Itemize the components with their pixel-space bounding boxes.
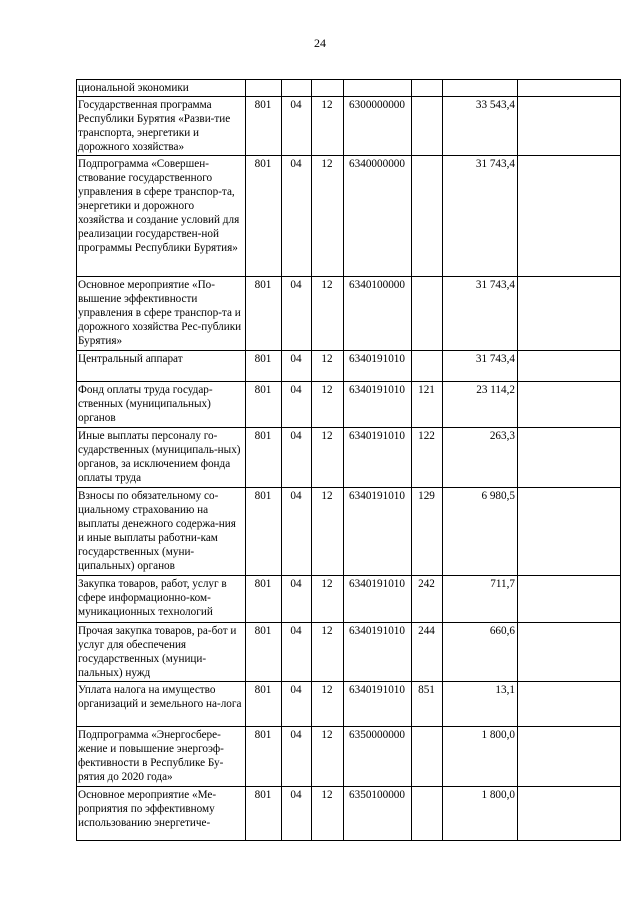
grbs-cell: 801 — [246, 351, 282, 382]
vr-cell — [412, 97, 443, 156]
csr-cell: 6340191010 — [344, 623, 412, 682]
rz-cell: 04 — [282, 382, 312, 428]
vr-cell: 122 — [412, 428, 443, 488]
rz-cell: 04 — [282, 277, 312, 351]
csr-cell: 6350100000 — [344, 787, 412, 841]
sum-cell: 31 743,4 — [443, 156, 518, 277]
row-name: Подпрограмма «Энергосбере-жение и повышение энергоэф-фективности в Республике Бу-рятия до 2020 года» — [77, 727, 246, 787]
grbs-cell: 801 — [246, 428, 282, 488]
row-name: Основное мероприятие «По-вышение эффективности управления в сфере транспор-та и дорожного хозяйства Рес-публики Бурятия» — [77, 277, 246, 351]
pr-cell: 12 — [312, 277, 344, 351]
pr-cell: 12 — [312, 488, 344, 576]
vr-cell: 242 — [412, 576, 443, 623]
table-row — [77, 428, 621, 488]
pr-cell: 12 — [312, 97, 344, 156]
vr-cell — [412, 351, 443, 382]
sum-cell — [443, 80, 518, 97]
rz-cell: 04 — [282, 156, 312, 277]
sum-cell: 711,7 — [443, 576, 518, 623]
vr-cell: 129 — [412, 488, 443, 576]
row-name: Подпрограмма «Совершен-ствование государственного управления в сфере транспор-та, энергетики и дорожного хозяйства и создание условий для реализации государствен-ной программы Республики Бурятия» — [77, 156, 246, 277]
table-row — [77, 787, 621, 841]
empty-cell — [518, 576, 621, 623]
row-name: Государственная программа Республики Бурятия «Разви-тие транспорта, энергетики и дорожного хозяйства» — [77, 97, 246, 156]
grbs-cell: 801 — [246, 787, 282, 841]
csr-cell: 6340191010 — [344, 682, 412, 727]
rz-cell: 04 — [282, 351, 312, 382]
vr-cell — [412, 727, 443, 787]
grbs-cell: 801 — [246, 727, 282, 787]
grbs-cell: 801 — [246, 488, 282, 576]
pr-cell: 12 — [312, 682, 344, 727]
sum-cell: 13,1 — [443, 682, 518, 727]
table-row — [77, 382, 621, 428]
grbs-cell: 801 — [246, 682, 282, 727]
row-name: Иные выплаты персоналу го-сударственных (муниципаль-ных) органов, за исключением фонда оплаты труда — [77, 428, 246, 488]
csr-cell: 6300000000 — [344, 97, 412, 156]
row-name: Центральный аппарат — [77, 351, 246, 382]
table-row — [77, 97, 621, 156]
empty-cell — [518, 787, 621, 841]
csr-cell: 6340191010 — [344, 428, 412, 488]
row-name: Основное мероприятие «Ме-роприятия по эффективному использованию энергетиче- — [77, 787, 246, 841]
vr-cell: 244 — [412, 623, 443, 682]
empty-cell — [518, 351, 621, 382]
rz-cell: 04 — [282, 428, 312, 488]
grbs-cell: 801 — [246, 382, 282, 428]
sum-cell: 31 743,4 — [443, 277, 518, 351]
csr-cell: 6350000000 — [344, 727, 412, 787]
pr-cell: 12 — [312, 787, 344, 841]
grbs-cell: 801 — [246, 97, 282, 156]
pr-cell: 12 — [312, 382, 344, 428]
table-row — [77, 80, 621, 97]
row-name: Закупка товаров, работ, услуг в сфере информационно-ком-муникационных технологий — [77, 576, 246, 623]
table-row — [77, 623, 621, 682]
pr-cell: 12 — [312, 727, 344, 787]
grbs-cell: 801 — [246, 576, 282, 623]
budget-table — [76, 79, 621, 841]
row-name: Уплата налога на имущество организаций и земельного на-лога — [77, 682, 246, 727]
empty-cell — [518, 682, 621, 727]
table-row — [77, 488, 621, 576]
rz-cell: 04 — [282, 682, 312, 727]
grbs-cell — [246, 80, 282, 97]
empty-cell — [518, 623, 621, 682]
rz-cell — [282, 80, 312, 97]
empty-cell — [518, 382, 621, 428]
row-name: Прочая закупка товаров, ра-бот и услуг для обеспечения государственных (муници-пальных) нужд — [77, 623, 246, 682]
table-row — [77, 727, 621, 787]
table-row — [77, 156, 621, 277]
sum-cell: 1 800,0 — [443, 787, 518, 841]
grbs-cell: 801 — [246, 156, 282, 277]
grbs-cell: 801 — [246, 277, 282, 351]
pr-cell — [312, 80, 344, 97]
csr-cell: 6340191010 — [344, 382, 412, 428]
vr-cell — [412, 787, 443, 841]
empty-cell — [518, 80, 621, 97]
rz-cell: 04 — [282, 727, 312, 787]
sum-cell: 263,3 — [443, 428, 518, 488]
sum-cell: 23 114,2 — [443, 382, 518, 428]
sum-cell: 6 980,5 — [443, 488, 518, 576]
csr-cell: 6340191010 — [344, 576, 412, 623]
table-row — [77, 277, 621, 351]
vr-cell — [412, 277, 443, 351]
sum-cell: 1 800,0 — [443, 727, 518, 787]
sum-cell: 31 743,4 — [443, 351, 518, 382]
empty-cell — [518, 488, 621, 576]
pr-cell: 12 — [312, 428, 344, 488]
row-name: Взносы по обязательному со-циальному страхованию на выплаты денежного содержа-ния и иные выплаты работни-кам государственных (муни-ципальных) органов — [77, 488, 246, 576]
rz-cell: 04 — [282, 576, 312, 623]
csr-cell: 6340000000 — [344, 156, 412, 277]
rz-cell: 04 — [282, 623, 312, 682]
csr-cell — [344, 80, 412, 97]
empty-cell — [518, 97, 621, 156]
vr-cell — [412, 156, 443, 277]
vr-cell — [412, 80, 443, 97]
vr-cell: 851 — [412, 682, 443, 727]
table-row — [77, 576, 621, 623]
empty-cell — [518, 156, 621, 277]
table-row — [77, 682, 621, 727]
row-name: циональной экономики — [77, 80, 246, 97]
csr-cell: 6340191010 — [344, 488, 412, 576]
rz-cell: 04 — [282, 488, 312, 576]
table-row — [77, 351, 621, 382]
pr-cell: 12 — [312, 576, 344, 623]
pr-cell: 12 — [312, 623, 344, 682]
csr-cell: 6340100000 — [344, 277, 412, 351]
rz-cell: 04 — [282, 97, 312, 156]
empty-cell — [518, 727, 621, 787]
pr-cell: 12 — [312, 156, 344, 277]
pr-cell: 12 — [312, 351, 344, 382]
rz-cell: 04 — [282, 787, 312, 841]
row-name: Фонд оплаты труда государ-ственных (муниципальных) органов — [77, 382, 246, 428]
sum-cell: 660,6 — [443, 623, 518, 682]
sum-cell: 33 543,4 — [443, 97, 518, 156]
vr-cell: 121 — [412, 382, 443, 428]
empty-cell — [518, 277, 621, 351]
grbs-cell: 801 — [246, 623, 282, 682]
empty-cell — [518, 428, 621, 488]
page-number: 24 — [314, 36, 326, 50]
csr-cell: 6340191010 — [344, 351, 412, 382]
